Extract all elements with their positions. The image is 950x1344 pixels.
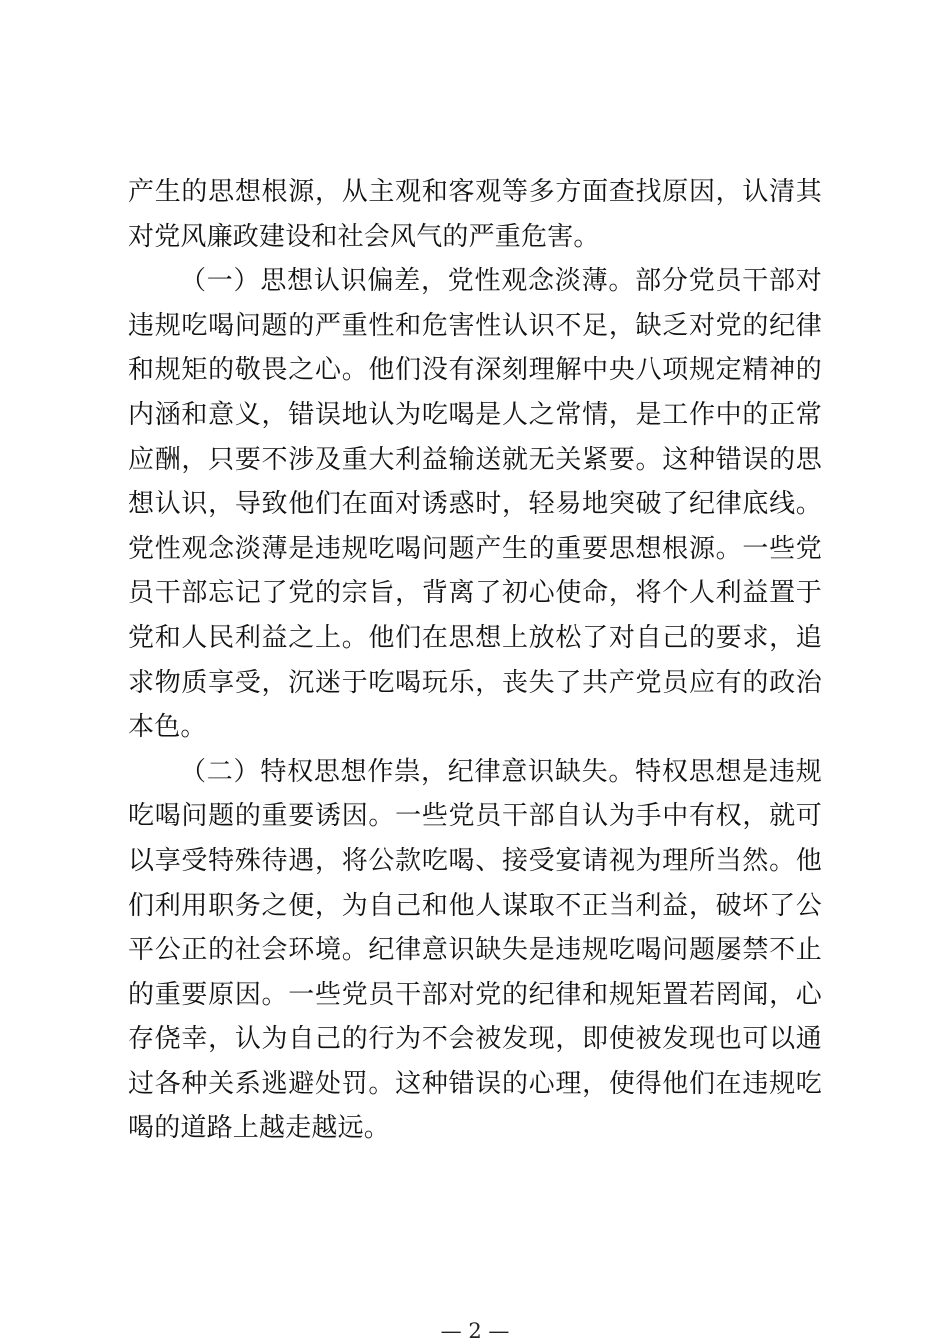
document-body — [128, 170, 822, 1151]
page-number: — 2 — — [440, 1319, 510, 1343]
paragraph-section-one: （一）思想认识偏差，党性观念淡薄。部分党员干部对违规吃喝问题的严重性和危害性认识不足，缺乏对党的纪律和规矩的敬畏之心。他们没有深刻理解中央八项规定精神的内涵和意义，错误地认为吃喝是人之常情，是工作中的正常应酬，只要不涉及重大利益输送就无关紧要。这种错误的思想认识，导致他们在面对诱惑时，轻易地突破了纪律底线。党性观念淡薄是违规吃喝问题产生的重要思想根源。一些党员干部忘记了党的宗旨，背离了初心使命，将个人利益置于党和人民利益之上。他们在思想上放松了对自己的要求，追求物质享受，沉迷于吃喝玩乐，丧失了共产党员应有的政治本色。 — [128, 266, 822, 743]
paragraph-continuation: 产生的思想根源，从主观和客观等多方面查找原因，认清其对党风廉政建设和社会风气的严重危害。 — [128, 177, 822, 252]
paragraph-section-two: （二）特权思想作祟，纪律意识缺失。特权思想是违规吃喝问题的重要诱因。一些党员干部自认为手中有权，就可以享受特殊待遇，将公款吃喝、接受宴请视为理所当然。他们利用职务之便，为自己和他人谋取不正当利益，破坏了公平公正的社会环境。纪律意识缺失是违规吃喝问题屡禁不止的重要原因。一些党员干部对党的纪律和规矩置若罔闻，心存侥幸，认为自己的行为不会被发现，即使被发现也可以通过各种关系逃避处罚。这种错误的心理，使得他们在违规吃喝的道路上越走越远。 — [128, 756, 822, 1144]
